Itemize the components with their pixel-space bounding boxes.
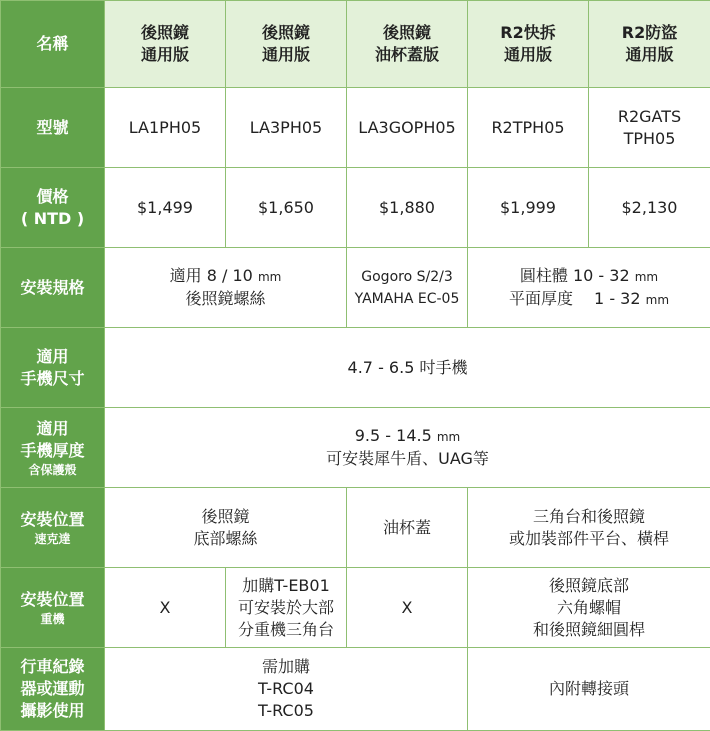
label-phone-thickness-line1: 適用: [1, 418, 104, 440]
position-heavy-la3-line3: 分重機三角台: [226, 619, 346, 641]
position-scooter-r2-line2: 或加裝部件平台、橫桿: [468, 528, 710, 550]
install-spec-mirror-line2: 後照鏡螺絲: [105, 288, 346, 310]
position-heavy-cup: X: [347, 568, 468, 648]
label-recording: [1, 648, 105, 731]
product-name-5-line2: 通用版: [589, 44, 710, 66]
position-scooter-mirror-line2: 底部螺絲: [105, 528, 346, 550]
recording-left-line3: T-RC05: [105, 700, 467, 722]
model-3: [347, 88, 468, 168]
product-name-5: [589, 1, 710, 88]
product-name-3: [347, 1, 468, 88]
install-spec-r2-line1: [468, 265, 710, 288]
model-1-text: LA1PH05: [129, 118, 201, 137]
phone-thickness-note: 可安裝犀牛盾、UAG等: [105, 448, 710, 470]
phone-size-value: 4.7 - 6.5 吋手機: [105, 328, 710, 408]
row-name: [1, 1, 710, 88]
position-scooter-mirror: [105, 488, 347, 568]
position-heavy-r2-line3: 和後照鏡細圓桿: [468, 619, 710, 641]
position-heavy-la3-line1: 加購T-EB01: [226, 575, 346, 597]
model-2: [226, 88, 347, 168]
label-model: 型號: [1, 88, 105, 168]
label-phone-thickness-line2: 手機厚度: [1, 440, 104, 462]
product-name-1-line1: 後照鏡: [105, 22, 225, 44]
install-spec-r2-value1: 圓柱體 10 - 32: [520, 266, 630, 285]
install-spec-cup-line2: YAMAHA EC-05: [347, 288, 467, 310]
label-install-spec: 安裝規格: [1, 248, 105, 328]
position-scooter-mirror-line1: 後照鏡: [105, 506, 346, 528]
row-phone-size: [1, 328, 710, 408]
row-phone-thickness: [1, 408, 710, 488]
position-heavy-la3: [226, 568, 347, 648]
recording-left-line1: 需加購: [105, 656, 467, 678]
product-name-3-line1: 後照鏡: [347, 22, 467, 44]
price-4: $1,999: [468, 168, 589, 248]
model-5-line2: TPH05: [589, 128, 710, 150]
price-3: $1,880: [347, 168, 468, 248]
model-5: [589, 88, 710, 168]
label-recording-line1: 行車紀錄: [1, 656, 104, 678]
position-heavy-r2: [468, 568, 710, 648]
product-name-1-line2: 通用版: [105, 44, 225, 66]
label-phone-size-line1: 適用: [1, 346, 104, 368]
label-position-heavy: [1, 568, 105, 648]
label-position-heavy-sub: 重機: [1, 611, 104, 627]
phone-thickness-unit: mm: [437, 430, 460, 444]
product-name-2-line2: 通用版: [226, 44, 346, 66]
recording-left-line2: T-RC04: [105, 678, 467, 700]
position-scooter-cup: 油杯蓋: [347, 488, 468, 568]
install-spec-r2-value2: 平面厚度 1 - 32: [509, 289, 641, 308]
label-position-scooter-sub: 速克達: [1, 531, 104, 547]
install-spec-r2: [468, 248, 710, 328]
label-position-scooter: [1, 488, 105, 568]
install-spec-cup: [347, 248, 468, 328]
position-heavy-r2-line2: 六角螺帽: [468, 597, 710, 619]
product-name-3-line2: 油杯蓋版: [347, 44, 467, 66]
product-name-5-line1: R2防盜: [589, 22, 710, 44]
row-model: [1, 88, 710, 168]
position-scooter-r2: [468, 488, 710, 568]
price-1: $1,499: [105, 168, 226, 248]
product-name-2-line1: 後照鏡: [226, 22, 346, 44]
install-spec-r2-unit1: mm: [635, 270, 658, 284]
product-name-4-line2: 通用版: [468, 44, 588, 66]
model-4: [468, 88, 589, 168]
price-5: $2,130: [589, 168, 710, 248]
label-phone-size-line2: 手機尺寸: [1, 368, 104, 390]
model-2-text: LA3PH05: [250, 118, 322, 137]
install-spec-cup-line1: Gogoro S/2/3: [347, 266, 467, 288]
row-recording: [1, 648, 710, 731]
position-heavy-la3-line2: 可安裝於大部: [226, 597, 346, 619]
label-price-line2: ( NTD ): [1, 208, 104, 230]
phone-thickness-number: 9.5 - 14.5: [355, 426, 432, 445]
label-position-heavy-line1: 安裝位置: [1, 589, 104, 611]
install-spec-r2-line2: [468, 288, 710, 311]
install-spec-r2-unit2: mm: [646, 293, 669, 307]
install-spec-mirror-value: 適用 8 / 10: [170, 266, 253, 285]
product-name-2: [226, 1, 347, 88]
row-install-spec: [1, 248, 710, 328]
install-spec-mirror-unit: mm: [258, 270, 281, 284]
install-spec-mirror-line1: [105, 265, 346, 288]
recording-left: [105, 648, 468, 731]
model-1: [105, 88, 226, 168]
label-price-line1: 價格: [1, 186, 104, 208]
label-phone-thickness: [1, 408, 105, 488]
position-scooter-r2-line1: 三角台和後照鏡: [468, 506, 710, 528]
product-name-4-line1: R2快拆: [468, 22, 588, 44]
product-name-4: [468, 1, 589, 88]
label-phone-size: [1, 328, 105, 408]
position-heavy-r2-line1: 後照鏡底部: [468, 575, 710, 597]
install-spec-mirror: [105, 248, 347, 328]
phone-thickness-value: [105, 408, 710, 488]
model-5-line1: R2GATS: [589, 106, 710, 128]
label-recording-line2: 器或運動: [1, 678, 104, 700]
label-phone-thickness-sub: 含保護殼: [1, 462, 104, 478]
product-name-1: [105, 1, 226, 88]
recording-right: 內附轉接頭: [468, 648, 710, 731]
label-name: 名稱: [1, 1, 105, 88]
position-heavy-la1: X: [105, 568, 226, 648]
row-price: [1, 168, 710, 248]
label-price: [1, 168, 105, 248]
model-3-text: LA3GOPH05: [358, 118, 455, 137]
price-2: $1,650: [226, 168, 347, 248]
phone-thickness-range: [105, 425, 710, 448]
row-position-scooter: [1, 488, 710, 568]
model-4-text: R2TPH05: [491, 118, 564, 137]
label-recording-line3: 攝影使用: [1, 700, 104, 722]
row-position-heavy: [1, 568, 710, 648]
label-position-scooter-line1: 安裝位置: [1, 509, 104, 531]
